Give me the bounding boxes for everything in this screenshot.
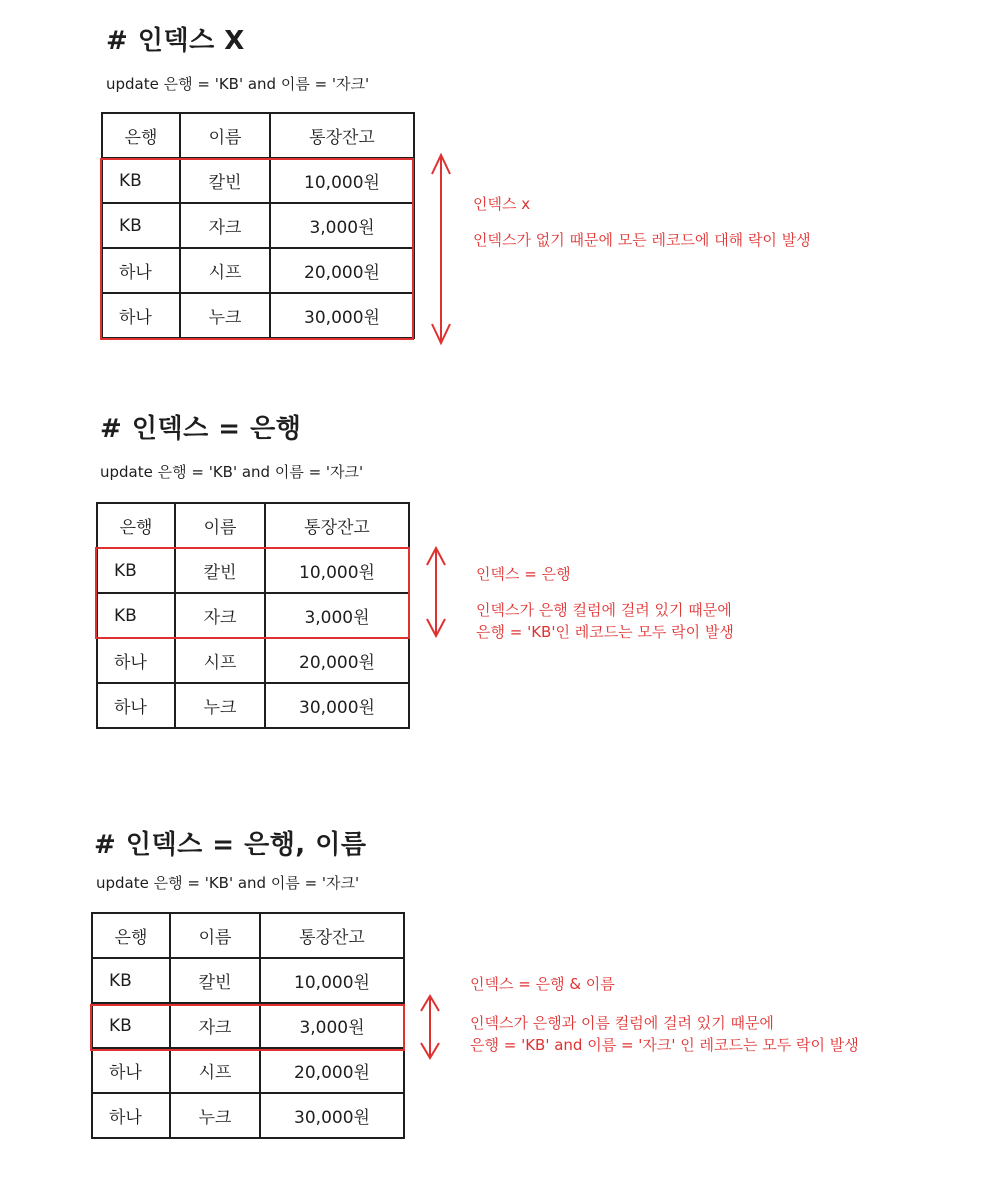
cell-balance: 3,000원 [260, 1003, 404, 1048]
cell-balance: 10,000원 [270, 158, 414, 203]
index-label: 인덱스 = 은행 & 이름 [470, 975, 615, 993]
header-cell-bank: 은행 [97, 503, 175, 548]
header-cell-balance: 통장잔고 [260, 913, 404, 958]
header-cell-balance: 통장잔고 [265, 503, 409, 548]
table-header-row [102, 113, 414, 158]
cell-name: 시프 [180, 248, 270, 293]
cell-name: 시프 [170, 1048, 260, 1093]
lock-explanation: 은행 = 'KB' and 이름 = '자크' 인 레코드는 모두 락이 발생 [470, 1036, 859, 1054]
cell-name: 자크 [175, 593, 265, 638]
cell-name: 자크 [170, 1003, 260, 1048]
lock-highlight-box [90, 1004, 405, 1051]
cell-bank: KB [97, 593, 175, 638]
table-header-row [97, 503, 409, 548]
table-row [92, 1093, 404, 1138]
cell-bank: KB [102, 203, 180, 248]
cell-balance: 20,000원 [260, 1048, 404, 1093]
cell-bank: KB [92, 958, 170, 1003]
header-cell-bank: 은행 [102, 113, 180, 158]
cell-balance: 10,000원 [260, 958, 404, 1003]
cell-name: 칼빈 [180, 158, 270, 203]
cell-bank: 하나 [102, 293, 180, 338]
cell-name: 누크 [175, 683, 265, 728]
update-query: update 은행 = 'KB' and 이름 = '자크' [100, 463, 364, 481]
table-row [92, 1048, 404, 1093]
lock-highlight-box [100, 158, 414, 340]
cell-balance: 30,000원 [270, 293, 414, 338]
lock-explanation: 인덱스가 은행과 이름 컬럼에 걸려 있기 때문에 [470, 1014, 774, 1032]
cell-balance: 10,000원 [265, 548, 409, 593]
double-arrow-vertical-icon [424, 545, 448, 639]
section-heading: # 인덱스 X [106, 26, 245, 56]
lock-highlight-box [95, 547, 410, 639]
cell-bank: KB [102, 158, 180, 203]
header-cell-bank: 은행 [92, 913, 170, 958]
cell-bank: 하나 [102, 248, 180, 293]
header-cell-name: 이름 [175, 503, 265, 548]
header-cell-balance: 통장잔고 [270, 113, 414, 158]
cell-name: 칼빈 [170, 958, 260, 1003]
cell-name: 시프 [175, 638, 265, 683]
cell-name: 칼빈 [175, 548, 265, 593]
lock-explanation: 인덱스가 은행 컬럼에 걸려 있기 때문에 [476, 601, 732, 619]
table-row [92, 958, 404, 1003]
index-label: 인덱스 = 은행 [476, 565, 571, 583]
section-heading: # 인덱스 = 은행, 이름 [94, 830, 367, 860]
cell-bank: 하나 [97, 683, 175, 728]
double-arrow-vertical-icon [429, 152, 453, 346]
cell-balance: 20,000원 [270, 248, 414, 293]
table-header-row [92, 913, 404, 958]
cell-bank: KB [97, 548, 175, 593]
header-cell-name: 이름 [180, 113, 270, 158]
double-arrow-vertical-icon [418, 993, 442, 1061]
update-query: update 은행 = 'KB' and 이름 = '자크' [96, 874, 360, 892]
section-heading: # 인덱스 = 은행 [100, 414, 302, 444]
lock-explanation: 인덱스가 없기 때문에 모든 레코드에 대해 락이 발생 [473, 231, 811, 249]
cell-bank: 하나 [92, 1093, 170, 1138]
index-label: 인덱스 x [473, 195, 531, 213]
cell-name: 누크 [170, 1093, 260, 1138]
lock-explanation: 은행 = 'KB'인 레코드는 모두 락이 발생 [476, 623, 734, 641]
cell-balance: 3,000원 [270, 203, 414, 248]
cell-balance: 30,000원 [265, 683, 409, 728]
table-row [97, 683, 409, 728]
cell-name: 자크 [180, 203, 270, 248]
table-row [97, 638, 409, 683]
cell-bank: 하나 [97, 638, 175, 683]
cell-name: 누크 [180, 293, 270, 338]
cell-balance: 30,000원 [260, 1093, 404, 1138]
cell-balance: 20,000원 [265, 638, 409, 683]
header-cell-name: 이름 [170, 913, 260, 958]
cell-balance: 3,000원 [265, 593, 409, 638]
cell-bank: KB [92, 1003, 170, 1048]
update-query: update 은행 = 'KB' and 이름 = '자크' [106, 75, 370, 93]
cell-bank: 하나 [92, 1048, 170, 1093]
